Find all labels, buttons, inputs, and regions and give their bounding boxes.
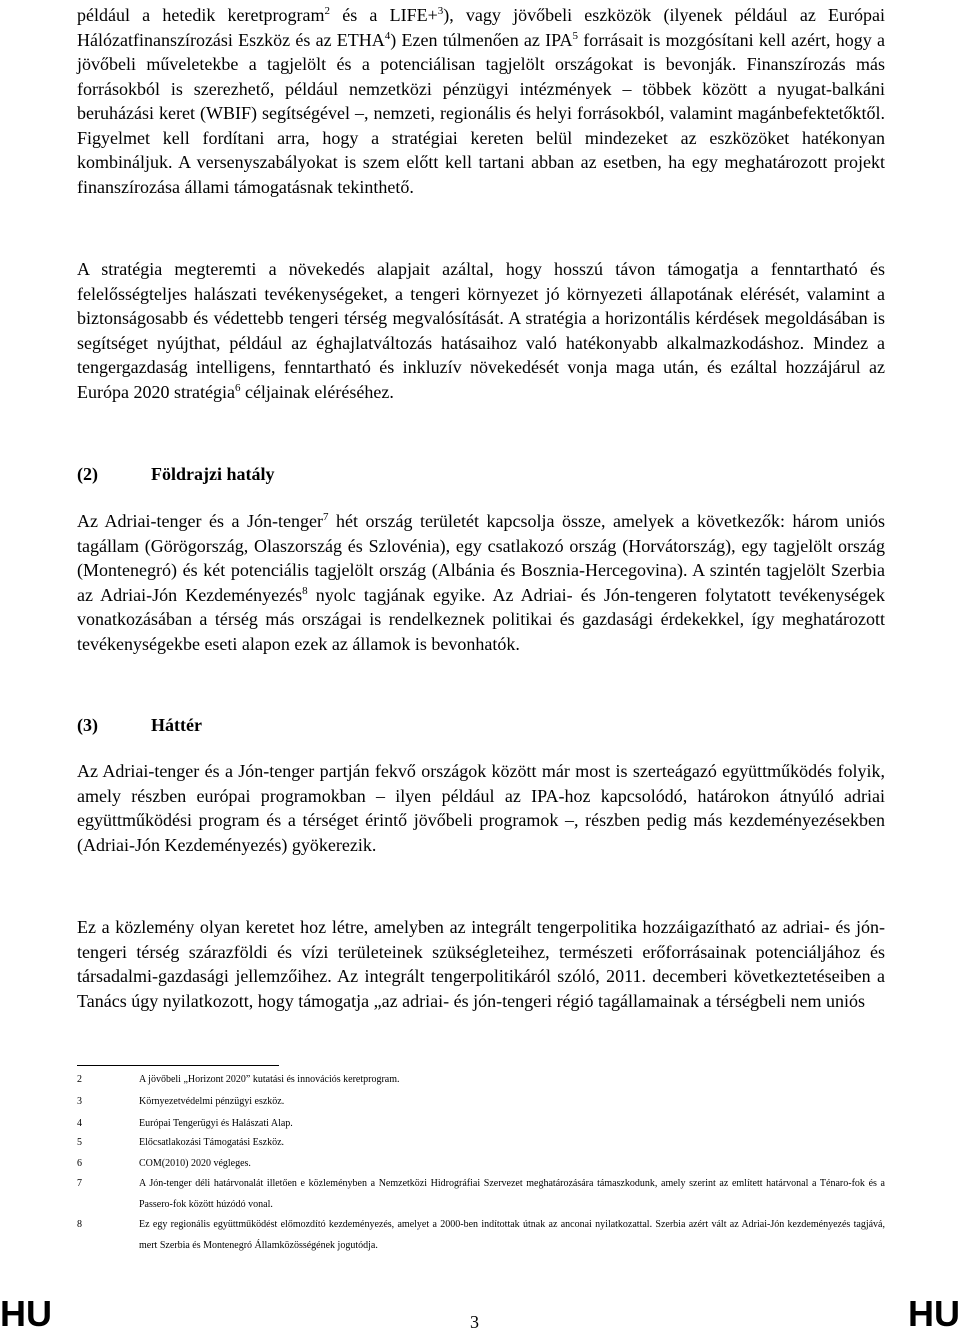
text-run: ), vagy jövőbeli eszközök (ilyenek például az Európai Hálózatfinanszírozási Eszköz és az ETHA <box>77 5 885 50</box>
text-run: hét ország területét kapcsolja össze, amelyek a következők: három uniós tagállam (Görögország, Olaszország és Szlovénia), egy csatlakozó ország (Horvátország), egy tagjelölt ország (Montenegró) és két potenciális tagjelölt ország (Albánia és Bosznia-Hercegovina). A szintén tagjelölt Szerbia az Adriai-Jón Kezdeményezés <box>77 511 885 605</box>
footnote-7 <box>77 1174 885 1215</box>
footnote-text: Európai Tengerügyi és Halászati Alap. <box>139 1118 293 1129</box>
text-run: forrásait is mozgósítani kell azért, hogy a jövőbeli műveletekbe a tagjelölt és a potenciálisan tagjelölt országokat is bevonják. Finanszírozás más forrásokból is szerezhető, például nemzetközi pénzügyi intézmények – többek között a nyugat-balkáni beruházási keret (WBIF) segítségével –, nemzeti, regionális és helyi forrásokból, valamint magánbefektetőktől. Figyelmet kell fordítani arra, hogy a stratégiai kereten belül mindezeket az eszközöket hatékonyan kombináljuk. A versenyszabályokat is szem előtt kell tartani abban az esetben, ha egy meghatározott projekt finanszírozása állami támogatásnak tekinthető. <box>77 29 886 197</box>
text-run: Az Adriai-tenger és a Jón-tenger <box>77 511 323 531</box>
footnote-text: A Jón-tenger déli határvonalát illetően e közleményben a Nemzetközi Hidrográfiai Szervezet meghatározására támaszkodunk, amely szerint az említett határvonal a Ténaro-fok és a Passero-fok között húzódó vonal. <box>139 1178 885 1210</box>
footnote-ref: 7 <box>322 511 329 523</box>
footer-language-left: HU <box>0 1293 52 1334</box>
footnote-3 <box>77 1092 885 1113</box>
text-run: céljainak eléréséhez. <box>240 381 394 402</box>
footnote-text: Környezetvédelmi pénzügyi eszköz. <box>139 1096 285 1107</box>
footnote-text: Előcsatlakozási Támogatási Eszköz. <box>139 1137 285 1148</box>
footer-language-right: HU <box>908 1293 960 1334</box>
paragraph-cooperation: Az Adriai-tenger és a Jón-tenger partján fekvő országok között már most is szerteágazó együttműködés folyik, amely részben európai programokban – ilyen például az IPA-hoz kapcsolódó, határokon átnyúló adriai együttműködési program és a térséget érintő jövőbeli programok –, részben pedig más kezdeményezésekben (Adriai-Jón Kezdeményezés) gyökerezik. <box>77 761 885 855</box>
footnote-ref: 6 <box>234 381 241 394</box>
footnote-ref: 8 <box>302 584 308 597</box>
paragraph-countries <box>77 509 885 656</box>
footnote-number: 8 <box>77 1219 82 1230</box>
footnote-number: 6 <box>77 1158 82 1169</box>
footnote-ref: 4 <box>384 29 391 42</box>
text-run: A stratégia megteremti a növekedés alapjait azáltal, hogy hosszú távon támogatja a fenntartható és felelősségteljes halászati tevékenységeket, a tengeri környezet jó környezeti állapotának elérését, valamint a biztonságosabb és védettebb tengeri térség megvalósítását. A stratégia a horizontális kérdések megoldásában is segítséget nyújthat, például az éghajlatváltozás hatásaihoz való hatékonyabb alkalmazkodáshoz. Mindez a tengergazdaság intelligens, fenntartható és inkluzív növekedését vonja maga után, és ezáltal hozzájárul az Európa 2020 stratégia <box>77 259 885 402</box>
text-run: nyolc tagjának egyike. Az Adriai- és Jón-tengeren folytatott tevékenységek vonatkozásában a térség más országai is rendelkeznek politikai és gazdasági érdekekkel, így meghatározott tevékenységekbe eseti alapon ezek az államok is bevonhatók. <box>77 584 885 654</box>
footnote-ref: 2 <box>324 5 330 17</box>
text-run: és a LIFE+ <box>330 5 438 25</box>
footnote-number: 3 <box>77 1096 82 1107</box>
footnote-6 <box>77 1154 885 1175</box>
footnote-text: Ez egy regionális együttműködést előmozdító kezdeményezés, amelyet a 2000-ben indítottak útnak az anconai nyilatkozattal. Szerbia azért vált az Adriai-Jón kezdeményezés tagjává, mert Szerbia és Montenegró Államközösségének jogutódja. <box>139 1219 885 1251</box>
paragraph-growth <box>77 257 885 404</box>
text-run: például a hetedik keretprogram <box>77 5 325 25</box>
footnote-4 <box>77 1114 885 1135</box>
footnote-text: A jövőbeli „Horizont 2020” kutatási és innovációs keretprogram. <box>139 1074 400 1085</box>
footnote-separator <box>77 1065 279 1066</box>
section-number: (3) <box>77 715 98 735</box>
footnote-ref: 3 <box>437 5 444 17</box>
footnote-number: 2 <box>77 1074 82 1085</box>
footnote-number: 7 <box>77 1178 82 1189</box>
section-heading-background <box>77 713 202 737</box>
footnote-number: 4 <box>77 1118 82 1129</box>
footnote-number: 5 <box>77 1137 82 1148</box>
paragraph-framework: Ez a közlemény olyan keretet hoz létre, amelyben az integrált tengerpolitika hozzáigazítható az adriai- és jón-tengeri térség szárazföldi és vízi területeinek szükségleteihez, természeti erőforrásainak potenciáljához és társadalmi-gazdasági jellemzőihez. Az integrált tengerpolitikáról szóló, 2011. decemberi következtetéseiben a Tanács úgy nyilatkozott, hogy támogatja „az adriai- és jón-tengeri régió tagállamainak a térségbeli nem uniós <box>77 917 885 1011</box>
footnote-8 <box>77 1215 885 1256</box>
section-title: Földrajzi hatály <box>151 464 275 484</box>
section-title: Háttér <box>151 715 202 735</box>
paragraph-funding <box>77 3 885 199</box>
section-number: (2) <box>77 464 98 484</box>
text-run: ) Ezen túlmenően az IPA <box>390 29 573 50</box>
footnote-ref: 5 <box>572 29 578 42</box>
section-heading-geographic-scope <box>77 462 275 486</box>
footnote-5 <box>77 1133 885 1154</box>
footnote-2 <box>77 1070 885 1091</box>
page-number: 3 <box>470 1312 479 1332</box>
footnote-text: COM(2010) 2020 végleges. <box>139 1158 251 1169</box>
